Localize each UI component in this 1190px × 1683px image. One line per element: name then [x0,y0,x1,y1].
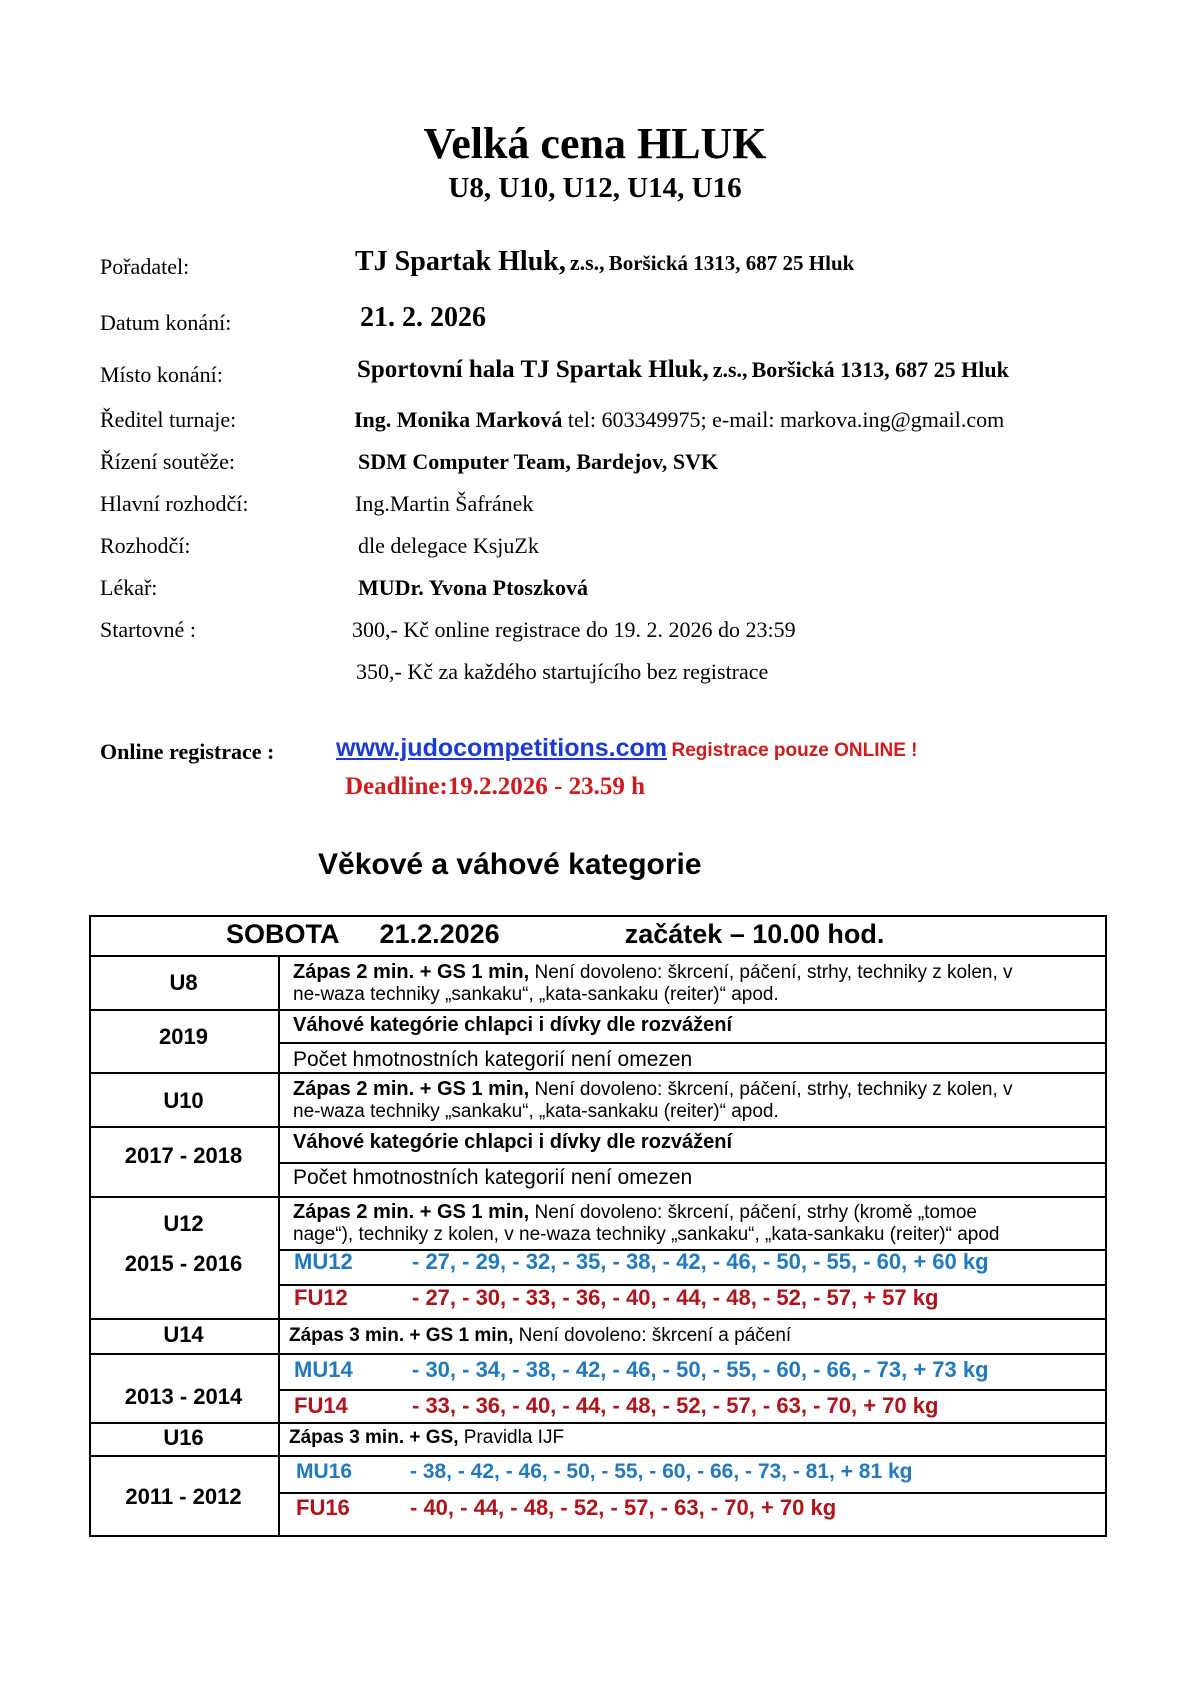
u12-female-weights: - 27, - 30, - 33, - 36, - 40, - 44, - 48, - 52, - 57, + 57 kg [412,1285,939,1310]
table-divider [89,1009,1107,1011]
registration-label: Online registrace : [100,739,275,764]
table-divider [89,1196,1107,1198]
u8-rule-line2: ne-waza techniky „sankaku“, „kata-sankaku (reiter)“ apod. [293,984,779,1005]
director-name: Ing. Monika Marková [354,407,563,432]
director-label: Ředitel turnaje: [100,407,237,432]
u16-rule-bold: Zápas 3 min. + GS, [289,1427,459,1448]
page-subtitle: U8, U10, U12, U14, U16 [448,172,742,204]
u12-years: 2015 - 2016 [124,1251,243,1276]
table-divider [89,1422,1107,1424]
categories-heading: Věkové a váhové kategorie [318,848,702,881]
u14-rule-text: Není dovoleno: škrcení a páčení [513,1325,792,1346]
date-label: Datum konání: [100,310,232,335]
u10-name: U10 [163,1088,204,1113]
organizer-label: Pořadatel: [100,254,190,279]
table-divider [278,1492,1107,1494]
doctor-label: Lékař: [100,575,158,600]
u16-male-weights: - 38, - 42, - 46, - 50, - 55, - 60, - 66, - 73, - 81, + 81 kg [410,1460,913,1483]
u14-male-label: MU14 [294,1357,353,1382]
u16-female-label: FU16 [296,1495,350,1520]
u10-rule-bold: Zápas 2 min. + GS 1 min, [293,1078,530,1100]
organizer-name: TJ Spartak Hluk, [355,246,566,277]
u16-years: 2011 - 2012 [125,1484,242,1509]
date-value: 21. 2. 2026 [360,302,486,333]
u10-rule-line2: ne-waza techniky „sankaku“, „kata-sankaku (reiter)“ apod. [293,1101,779,1122]
u8-weights: Váhové kategórie chlapci i dívky dle rozvážení [293,1014,733,1036]
u12-rule-line2: nage“), techniky z kolen, v ne-waza techniky „sankaku“, „kata-sankaku (reiter)“ apod [293,1224,1000,1245]
organizer-address: Boršická 1313, 687 25 Hluk [608,251,855,275]
u16-rule [289,1427,564,1449]
head-referee-value: Ing.Martin Šafránek [355,491,534,516]
registration-row [336,734,917,763]
u8-rule [293,961,1013,1006]
u16-rule-text: Pravidla IJF [458,1427,565,1448]
doctor-value: MUDr. Yvona Ptoszková [358,575,588,600]
director-value [354,407,1004,433]
u12-female-label: FU12 [294,1285,348,1310]
table-header [226,919,884,950]
venue-value [357,356,1009,384]
table-divider [89,1455,1107,1457]
u12-rule [293,1201,999,1246]
venue-address: Boršická 1313, 687 25 Hluk [751,357,1009,382]
u16-name: U16 [163,1425,204,1450]
table-divider [278,1162,1107,1164]
u16-female-weights: - 40, - 44, - 48, - 52, - 57, - 63, - 70, + 70 kg [410,1495,837,1520]
registration-deadline: Deadline:19.2.2026 - 23.59 h [345,773,645,800]
fee-line-1: 300,- Kč online registrace do 19. 2. 2026 do 23:59 [352,617,796,642]
table-divider [278,1042,1107,1044]
table-divider [89,1072,1107,1074]
u14-rule-bold: Zápas 3 min. + GS 1 min, [289,1325,514,1346]
director-contact: tel: 603349975; e-mail: markova.ing@gmail.com [567,407,1005,432]
table-divider [278,955,280,1537]
referees-value: dle delegace KsjuZk [358,533,539,558]
u12-name: U12 [163,1211,204,1236]
table-divider [278,1389,1107,1391]
organizer-value [355,246,854,278]
u10-rule-text: Není dovoleno: škrcení, páčení, strhy, techniky z kolen, v [529,1079,1013,1100]
u8-years: 2019 [159,1024,208,1049]
venue-name: Sportovní hala TJ Spartak Hluk, [357,356,709,383]
u10-rule [293,1078,1013,1123]
table-divider [89,955,1107,957]
u12-male-weights: - 27, - 29, - 32, - 35, - 38, - 42, - 46, - 50, - 55, - 60, + 60 kg [412,1249,989,1274]
registration-note: Registrace pouze ONLINE ! [671,740,918,761]
u10-years: 2017 - 2018 [124,1143,243,1168]
u12-rule-text: Není dovoleno: škrcení, páčení, strhy (kromě „tomoe [529,1202,977,1223]
u10-count: Počet hmotnostních kategorií není omezen [293,1166,693,1189]
management-label: Řízení soutěže: [100,449,236,474]
u14-rule [289,1325,791,1347]
table-day: SOBOTA [226,919,339,949]
u8-count: Počet hmotnostních kategorií není omezen [293,1048,693,1071]
page-title: Velká cena HLUK [423,119,767,168]
fee-line-2: 350,- Kč za každého startujícího bez registrace [356,659,769,684]
table-divider [89,1353,1107,1355]
u12-rule-bold: Zápas 2 min. + GS 1 min, [293,1201,530,1223]
u14-male-weights: - 30, - 34, - 38, - 42, - 46, - 50, - 55, - 60, - 66, - 73, + 73 kg [412,1357,989,1382]
u10-weights: Váhové kategórie chlapci i dívky dle rozvážení [293,1131,733,1153]
u14-female-label: FU14 [294,1393,348,1418]
head-referee-label: Hlavní rozhodčí: [100,491,249,516]
u16-male-label: MU16 [296,1460,353,1483]
venue-label: Místo konání: [100,362,223,387]
organizer-suffix: z.s., [569,250,605,275]
u8-rule-text: Není dovoleno: škrcení, páčení, strhy, techniky z kolen, v [529,962,1013,983]
table-divider [89,1318,1107,1320]
u8-rule-bold: Zápas 2 min. + GS 1 min, [293,961,530,983]
table-divider [89,1126,1107,1128]
management-value: SDM Computer Team, Bardejov, SVK [358,449,719,474]
u14-years: 2013 - 2014 [124,1384,243,1409]
registration-link[interactable]: www.judocompetitions.com [336,734,668,762]
fee-label: Startovné : [100,617,196,642]
table-date: 21.2.2026 [379,919,500,949]
u12-male-label: MU12 [294,1249,353,1274]
u14-female-weights: - 33, - 36, - 40, - 44, - 48, - 52, - 57, - 63, - 70, + 70 kg [412,1393,939,1418]
referees-label: Rozhodčí: [100,533,191,558]
u14-name: U14 [163,1322,204,1347]
u8-name: U8 [169,970,198,995]
venue-suffix: z.s., [712,357,748,382]
table-start: začátek – 10.00 hod. [624,919,885,949]
